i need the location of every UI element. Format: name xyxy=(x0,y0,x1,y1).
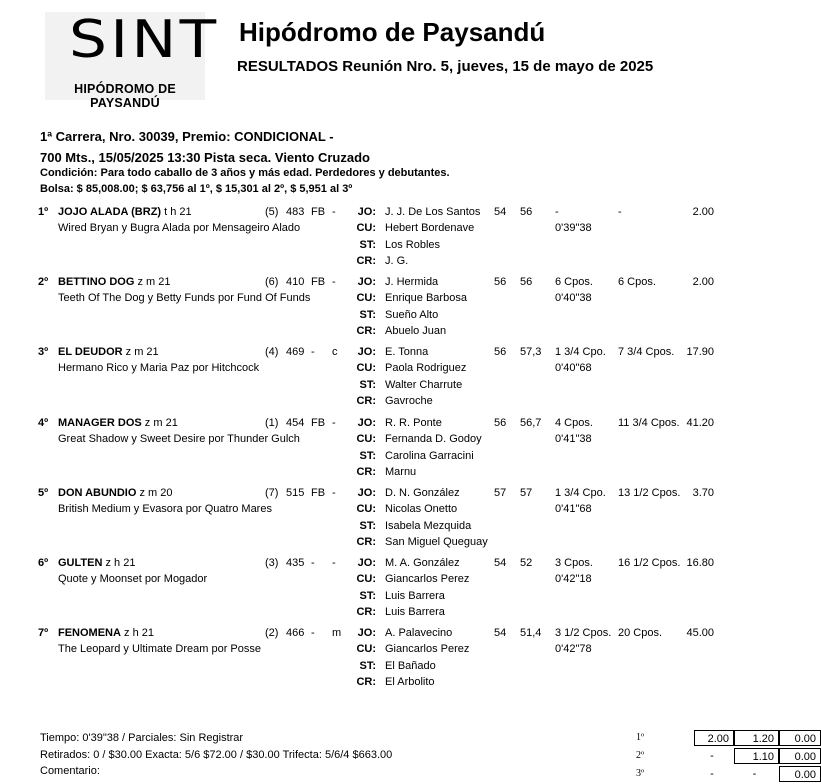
payout-place: 1.10 xyxy=(734,748,779,764)
assigned-weight: 54 xyxy=(494,557,507,569)
horse-pedigree: The Leopard y Ultimate Dream por Posse xyxy=(58,643,261,655)
payout-label: 1º xyxy=(636,732,645,743)
finish-position: 1º xyxy=(38,206,49,218)
carried-weight: 56,7 xyxy=(520,417,542,429)
payout-show: 0.00 xyxy=(779,748,821,764)
role-trainer-label: CU: xyxy=(356,573,376,585)
odds: 41.20 xyxy=(686,417,714,429)
payout-label: 2º xyxy=(636,750,645,761)
horse-name: EL DEUDOR xyxy=(58,346,123,358)
horse-pedigree: Teeth Of The Dog y Betty Funds por Fund Of Funds xyxy=(58,292,311,304)
jockey-name: J. Hermida xyxy=(385,276,439,288)
role-jockey-label: JO: xyxy=(357,417,376,429)
finish-time: 0'41"68 xyxy=(555,503,592,515)
role-breeder-label: CR: xyxy=(356,676,376,688)
post-position: (5) xyxy=(265,206,279,218)
carried-weight: 52 xyxy=(520,557,533,569)
stud-name: Los Robles xyxy=(385,239,441,251)
horse-description: z m 20 xyxy=(139,487,173,499)
role-jockey-label: JO: xyxy=(357,276,376,288)
role-trainer-label: CU: xyxy=(356,362,376,374)
jockey-name: A. Palavecino xyxy=(385,627,453,639)
horse-description: z h 21 xyxy=(124,627,154,639)
horse-weight: 515 xyxy=(286,487,305,499)
role-stud-label: ST: xyxy=(359,239,376,251)
margin: 3 Cpos. xyxy=(555,557,593,569)
assigned-weight: 56 xyxy=(494,417,507,429)
breeder-name: J. G. xyxy=(385,255,409,267)
assigned-weight: 56 xyxy=(494,346,507,358)
role-stud-label: ST: xyxy=(359,660,376,672)
horse-weight: 410 xyxy=(286,276,305,288)
footer-withdrawn: Retirados: 0 / $30.00 Exacta: 5/6 $72.00 / $30.00 Trifecta: 5/6/4 $663.00 xyxy=(40,749,393,761)
trainer-name: Nicolas Onetto xyxy=(385,503,458,515)
post-position: (7) xyxy=(265,487,279,499)
role-breeder-label: CR: xyxy=(356,325,376,337)
role-stud-label: ST: xyxy=(359,450,376,462)
stud-name: Walter Charrute xyxy=(385,379,463,391)
post-position: (3) xyxy=(265,557,279,569)
equipment-flag: FB xyxy=(311,276,326,288)
margin: 1 3/4 Cpo. xyxy=(555,346,606,358)
post-position: (4) xyxy=(265,346,279,358)
finish-position: 4º xyxy=(38,417,49,429)
trainer-name: Enrique Barbosa xyxy=(385,292,467,304)
equipment-extra: - xyxy=(332,276,336,288)
horse-info xyxy=(58,345,159,359)
horse-pedigree: Hermano Rico y Maria Paz por Hitchcock xyxy=(58,362,260,374)
equipment-extra: - xyxy=(332,557,336,569)
horse-info xyxy=(58,205,192,219)
result-entry xyxy=(0,626,808,696)
odds: 2.00 xyxy=(692,206,714,218)
horse-info xyxy=(58,486,173,500)
horse-weight: 469 xyxy=(286,346,305,358)
role-stud-label: ST: xyxy=(359,379,376,391)
role-jockey-label: JO: xyxy=(357,487,376,499)
role-jockey-label: JO: xyxy=(357,627,376,639)
result-entry xyxy=(0,345,808,415)
assigned-weight: 56 xyxy=(494,276,507,288)
jockey-name: M. A. González xyxy=(385,557,460,569)
finish-time: 0'42"78 xyxy=(555,643,592,655)
equipment-flag: - xyxy=(311,627,315,639)
race-purse: Bolsa: $ 85,008.00; $ 63,756 al 1º, $ 15,301 al 2º, $ 5,951 al 3º xyxy=(40,183,353,195)
horse-name: GULTEN xyxy=(58,557,103,569)
horse-name: JOJO ALADA (BRZ) xyxy=(58,206,162,218)
payout-label: 3º xyxy=(636,768,645,779)
margin: 6 Cpos. xyxy=(555,276,593,288)
margin: 3 1/2 Cpos. xyxy=(555,627,612,639)
horse-pedigree: British Medium y Evasora por Quatro Mares xyxy=(58,503,272,515)
trainer-name: Paola Rodriguez xyxy=(385,362,467,374)
horse-description: z m 21 xyxy=(125,346,159,358)
breeder-name: El Arbolito xyxy=(385,676,435,688)
odds: 17.90 xyxy=(686,346,714,358)
result-entry xyxy=(0,556,808,626)
result-entry xyxy=(0,486,808,556)
equipment-flag: FB xyxy=(311,417,326,429)
odds: 3.70 xyxy=(692,487,714,499)
carried-weight: 57 xyxy=(520,487,533,499)
logo-mark: SINT xyxy=(69,10,220,70)
role-trainer-label: CU: xyxy=(356,292,376,304)
horse-name: FENOMENA xyxy=(58,627,121,639)
footer-comment: Comentario: xyxy=(40,765,100,777)
equipment-extra: - xyxy=(332,206,336,218)
odds: 16.80 xyxy=(686,557,714,569)
jockey-name: J. J. De Los Santos xyxy=(385,206,481,218)
cumulative-margin: 20 Cpos. xyxy=(618,627,663,639)
logo-subtitle: HIPÓDROMO DE PAYSANDÚ xyxy=(74,82,176,110)
stud-name: Carolina Garracini xyxy=(385,450,474,462)
payout-show: 0.00 xyxy=(779,766,821,782)
horse-weight: 435 xyxy=(286,557,305,569)
horse-description: z h 21 xyxy=(105,557,136,569)
jockey-name: D. N. González xyxy=(385,487,460,499)
race-condition: Condición: Para todo caballo de 3 años y más edad. Perdedores y debutantes. xyxy=(40,167,450,179)
breeder-name: Gavroche xyxy=(385,395,433,407)
payout-win: - xyxy=(710,750,714,762)
role-jockey-label: JO: xyxy=(357,206,376,218)
breeder-name: San Miguel Queguay xyxy=(385,536,488,548)
finish-time: 0'40"38 xyxy=(555,292,592,304)
cumulative-margin: 13 1/2 Cpos. xyxy=(618,487,681,499)
page-subtitle: RESULTADOS Reunión Nro. 5, jueves, 15 de mayo de 2025 xyxy=(237,58,654,75)
breeder-name: Marnu xyxy=(385,466,417,478)
horse-info xyxy=(58,416,178,430)
payout-win: - xyxy=(710,768,714,780)
role-breeder-label: CR: xyxy=(356,606,376,618)
finish-position: 3º xyxy=(38,346,49,358)
equipment-extra: m xyxy=(332,627,342,639)
trainer-name: Hebert Bordenave xyxy=(385,222,475,234)
finish-position: 5º xyxy=(38,487,49,499)
payout-win: 2.00 xyxy=(694,730,734,746)
horse-description: z m 21 xyxy=(144,417,178,429)
race-line-1: 1ª Carrera, Nro. 30039, Premio: CONDICIONAL - xyxy=(40,129,334,144)
margin: 4 Cpos. xyxy=(555,417,593,429)
trainer-name: Giancarlos Perez xyxy=(385,573,470,585)
result-entry xyxy=(0,205,808,275)
equipment-extra: c xyxy=(332,346,338,358)
finish-position: 7º xyxy=(38,627,49,639)
finish-time: 0'40"68 xyxy=(555,362,592,374)
horse-info xyxy=(58,556,135,570)
race-header xyxy=(40,126,370,168)
odds: 2.00 xyxy=(692,276,714,288)
cumulative-margin: 16 1/2 Cpos. xyxy=(618,557,681,569)
finish-time: 0'42"18 xyxy=(555,573,592,585)
page-title: Hipódromo de Paysandú xyxy=(239,17,546,47)
equipment-extra: - xyxy=(332,487,336,499)
horse-name: BETTINO DOG xyxy=(58,276,135,288)
breeder-name: Abuelo Juan xyxy=(385,325,447,337)
post-position: (1) xyxy=(265,417,279,429)
horse-weight: 483 xyxy=(286,206,305,218)
equipment-flag: - xyxy=(311,557,315,569)
jockey-name: E. Tonna xyxy=(385,346,429,358)
margin: - xyxy=(555,206,559,218)
stud-name: Sueño Alto xyxy=(385,309,439,321)
jockey-name: R. R. Ponte xyxy=(385,417,442,429)
stud-name: Luis Barrera xyxy=(385,590,445,602)
race-line-2: 700 Mts., 15/05/2025 13:30 Pista seca. Viento Cruzado xyxy=(40,150,370,165)
horse-description: z m 21 xyxy=(137,276,171,288)
horse-info xyxy=(58,275,170,289)
role-breeder-label: CR: xyxy=(356,255,376,267)
equipment-flag: FB xyxy=(311,487,326,499)
role-stud-label: ST: xyxy=(359,520,376,532)
horse-name: MANAGER DOS xyxy=(58,417,142,429)
role-trainer-label: CU: xyxy=(356,433,376,445)
result-entry xyxy=(0,416,808,486)
horse-info xyxy=(58,626,154,640)
footer-time: Tiempo: 0'39"38 / Parciales: Sin Registrar xyxy=(40,732,244,744)
cumulative-margin: 11 3/4 Cpos. xyxy=(618,417,680,429)
equipment-flag: - xyxy=(311,346,315,358)
role-trainer-label: CU: xyxy=(356,222,376,234)
margin: 1 3/4 Cpo. xyxy=(555,487,606,499)
cumulative-margin: 7 3/4 Cpos. xyxy=(618,346,675,358)
breeder-name: Luis Barrera xyxy=(385,606,445,618)
odds: 45.00 xyxy=(686,627,714,639)
carried-weight: 51,4 xyxy=(520,627,542,639)
assigned-weight: 54 xyxy=(494,206,507,218)
role-breeder-label: CR: xyxy=(356,395,376,407)
finish-position: 6º xyxy=(38,557,49,569)
horse-weight: 454 xyxy=(286,417,305,429)
cumulative-margin: 6 Cpos. xyxy=(618,276,656,288)
horse-pedigree: Great Shadow y Sweet Desire por Thunder Gulch xyxy=(58,433,300,445)
post-position: (6) xyxy=(265,276,279,288)
stud-name: Isabela Mezquida xyxy=(385,520,472,532)
horse-pedigree: Quote y Moonset por Mogador xyxy=(58,573,208,585)
role-stud-label: ST: xyxy=(359,590,376,602)
carried-weight: 56 xyxy=(520,206,533,218)
role-breeder-label: CR: xyxy=(356,466,376,478)
horse-pedigree: Wired Bryan y Bugra Alada por Mensageiro Alado xyxy=(58,222,301,234)
payout-place: 1.20 xyxy=(734,730,779,746)
role-breeder-label: CR: xyxy=(356,536,376,548)
payout-place: - xyxy=(752,768,757,780)
payout-show: 0.00 xyxy=(779,730,821,746)
result-entry xyxy=(0,275,808,345)
logo xyxy=(45,10,220,110)
role-jockey-label: JO: xyxy=(357,557,376,569)
stud-name: El Bañado xyxy=(385,660,436,672)
horse-name: DON ABUNDIO xyxy=(58,487,137,499)
assigned-weight: 57 xyxy=(494,487,507,499)
role-trainer-label: CU: xyxy=(356,643,376,655)
equipment-flag: FB xyxy=(311,206,326,218)
horse-description: t h 21 xyxy=(164,206,192,218)
assigned-weight: 54 xyxy=(494,627,507,639)
trainer-name: Fernanda D. Godoy xyxy=(385,433,482,445)
role-trainer-label: CU: xyxy=(356,503,376,515)
cumulative-margin: - xyxy=(618,206,622,218)
role-stud-label: ST: xyxy=(359,309,376,321)
carried-weight: 56 xyxy=(520,276,533,288)
role-jockey-label: JO: xyxy=(357,346,376,358)
trainer-name: Giancarlos Perez xyxy=(385,643,470,655)
finish-time: 0'39"38 xyxy=(555,222,592,234)
equipment-extra: - xyxy=(332,417,336,429)
finish-time: 0'41"38 xyxy=(555,433,592,445)
carried-weight: 57,3 xyxy=(520,346,542,358)
post-position: (2) xyxy=(265,627,279,639)
horse-weight: 466 xyxy=(286,627,305,639)
finish-position: 2º xyxy=(38,276,49,288)
